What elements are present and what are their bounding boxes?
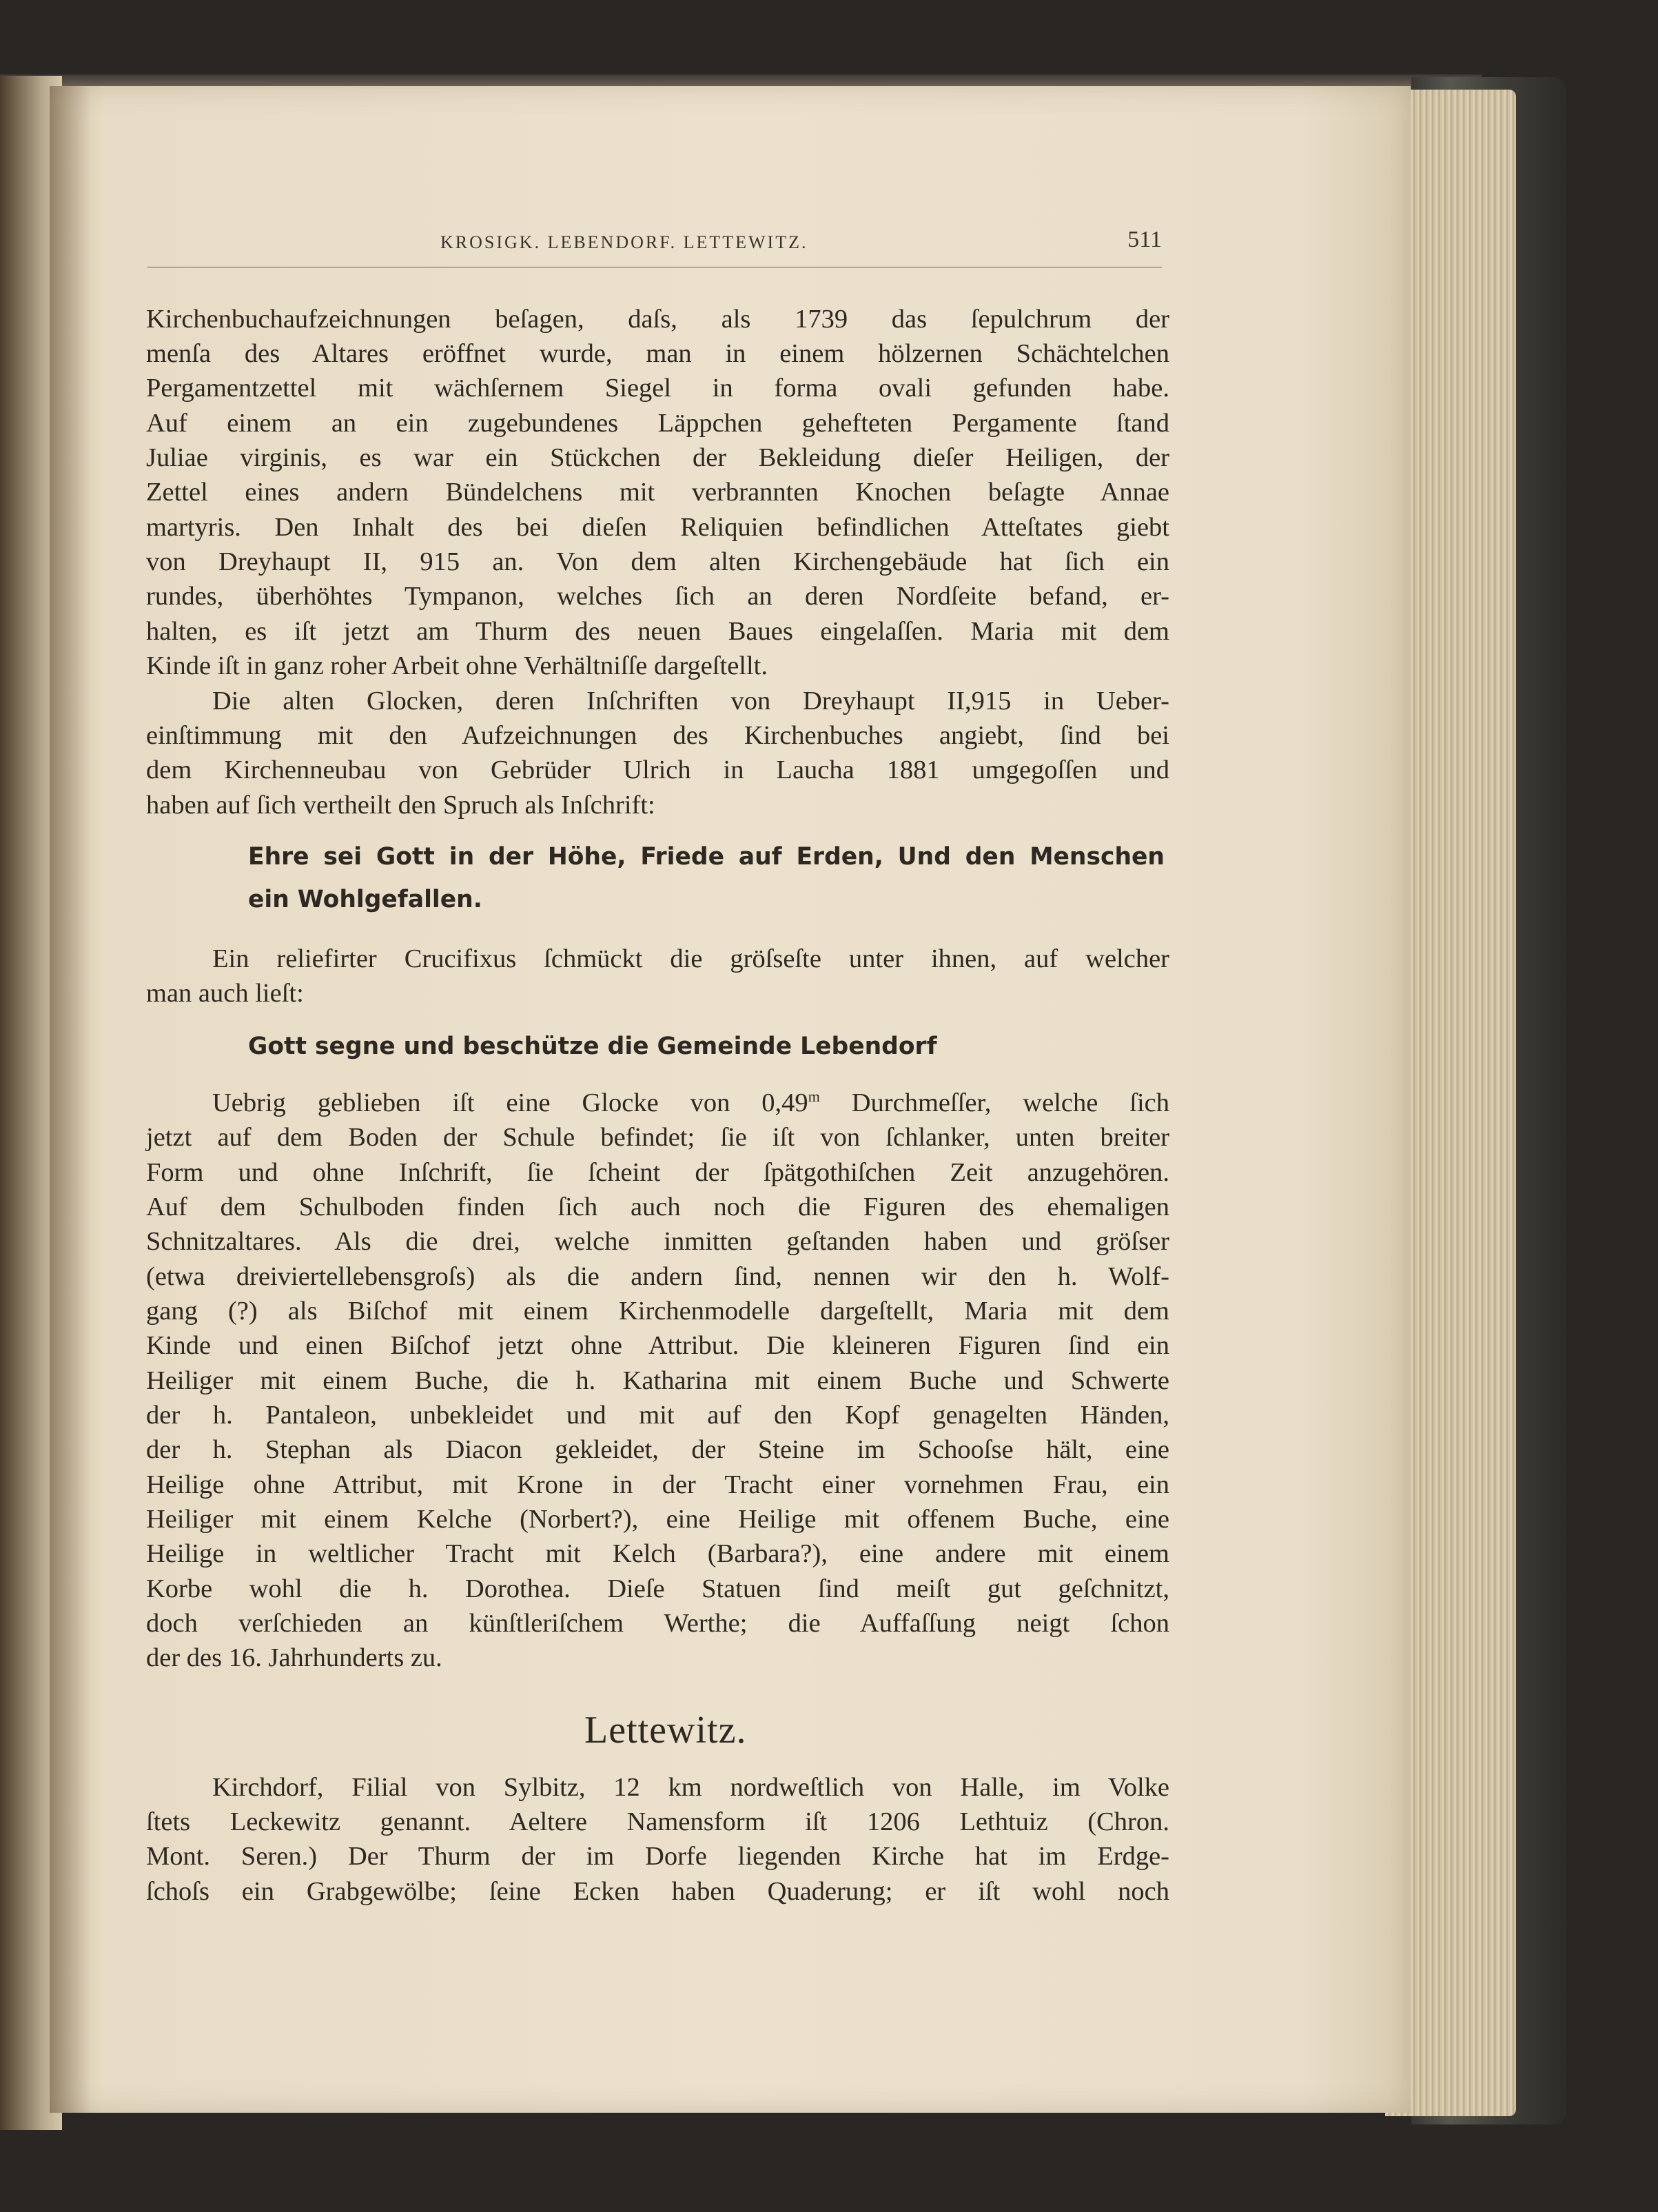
text-line: gang (?) als Biſchof mit einem Kirchenmodelle dargeſtellt, Maria mit dem [146,1297,1169,1326]
text-line: Uebrig geblieben iſt eine Glocke von 0,49$^m$ Durchmeſſer, welche ſich [212,1088,1169,1117]
text-line: der des 16. Jahrhunderts zu. [146,1643,442,1672]
text-line: haben auf ſich vertheilt den Spruch als Inſchrift: [146,791,655,820]
text-line: Juliae virginis, es war ein Stückchen der Bekleidung dieſer Heiligen, der [146,443,1169,472]
text-line: (etwa dreiviertellebensgroſs) als die andern ſind, nennen wir den h. Wolf- [146,1262,1169,1291]
text-line: Mont. Seren.) Der Thurm der im Dorfe liegenden Kirche hat im Erdge- [146,1842,1169,1871]
text-line: Kinde iſt in ganz roher Arbeit ohne Verhältniſſe dargeſtellt. [146,651,768,680]
text-line: Pergamentzettel mit wächſernem Siegel in forma ovali gefunden habe. [146,374,1169,403]
text-line: der h. Pantaleon, unbekleidet und mit auf den Kopf genagelten Händen, [146,1401,1169,1430]
running-title: KROSIGK. LEBENDORF. LETTEWITZ. [440,232,808,252]
text-line: man auch lieſt: [146,979,304,1008]
inscription-quote-2: Gott segne und beschütze die Gemeinde Lebendorf [248,1033,937,1060]
text-line: Korbe wohl die h. Dorothea. Dieſe Statuen ſind meiſt gut geſchnitzt, [146,1574,1169,1603]
text-line: Schnitzaltares. Als die drei, welche inmitten geſtanden haben und gröſser [146,1227,1169,1256]
page-number: 511 [1127,227,1162,252]
text-line: Kirchdorf, Filial von Sylbitz, 12 km nordweſtlich von Halle, im Volke [212,1773,1169,1802]
text-line: jetzt auf dem Boden der Schule befindet; ſie iſt von ſchlanker, unten breiter [146,1123,1169,1152]
text-line: Die alten Glocken, deren Inſchriften von Dreyhaupt II,915 in Ueber- [212,687,1169,716]
text-line: halten, es iſt jetzt am Thurm des neuen Baues eingelaſſen. Maria mit dem [146,617,1169,646]
gutter-shadow [50,86,91,2113]
text-line: der h. Stephan als Diacon gekleidet, der Steine im Schooſse hält, eine [146,1435,1169,1464]
text-line: dem Kirchenneubau von Gebrüder Ulrich in Laucha 1881 umgegoſſen und [146,755,1169,784]
text-line: Ein reliefirter Crucifixus ſchmückt die gröſseſte unter ihnen, auf welcher [212,944,1169,973]
text-line: von Dreyhaupt II, 915 an. Von dem alten Kirchengebäude hat ſich ein [146,547,1169,576]
text-line: doch verſchieden an künſtleriſchem Werthe; die Auffaſſung neigt ſchon [146,1609,1169,1638]
section-heading: Lettewitz. [584,1709,747,1752]
text-line: menſa des Altares eröffnet wurde, man in einem hölzernen Schächtelchen [146,339,1169,368]
text-line: Kirchenbuchaufzeichnungen beſagen, daſs, als 1739 das ſepulchrum der [146,305,1169,334]
text-line: martyris. Den Inhalt des bei dieſen Reliquien befindlichen Atteſtates giebt [146,513,1169,542]
text-line: rundes, überhöhtes Tympanon, welches ſich an deren Nordſeite befand, er- [146,582,1169,611]
text-line: Heiliger mit einem Kelche (Norbert?), eine Heilige mit offenem Buche, eine [146,1505,1169,1534]
text-line: Heilige ohne Attribut, mit Krone in der Tracht einer vornehmen Frau, ein [146,1470,1169,1499]
text-line: Heilige in weltlicher Tracht mit Kelch (Barbara?), eine andere mit einem [146,1539,1169,1568]
text-line: Auf einem an ein zugebundenes Läppchen gehefteten Pergamente ſtand [146,409,1169,438]
text-line: Heiliger mit einem Buche, die h. Katharina mit einem Buche und Schwerte [146,1366,1169,1395]
text-line: Kinde und einen Biſchof jetzt ohne Attribut. Die kleineren Figuren ſind ein [146,1331,1169,1360]
quote-line: Ehre sei Gott in der Höhe, Friede auf Erden, Und den Menschen [248,843,1165,871]
text-line: Zettel eines andern Bündelchens mit verbrannten Knochen beſagte Annae [146,478,1169,507]
text-line: einſtimmung mit den Aufzeichnungen des Kirchenbuches angiebt, ſind bei [146,721,1169,750]
running-head [147,224,1162,265]
text-line: Form und ohne Inſchrift, ſie ſcheint der ſpätgothiſchen Zeit anzugehören. [146,1158,1169,1187]
text-line: Auf dem Schulboden finden ſich auch noch die Figuren des ehemaligen [146,1193,1169,1221]
text-line: ſtets Leckewitz genannt. Aeltere Namensform iſt 1206 Lethtuiz (Chron. [146,1807,1169,1836]
quote-line: ein Wohlgefallen. [248,886,482,913]
text-line: ſchoſs ein Grabgewölbe; ſeine Ecken haben Quaderung; er iſt wohl noch [146,1877,1169,1906]
